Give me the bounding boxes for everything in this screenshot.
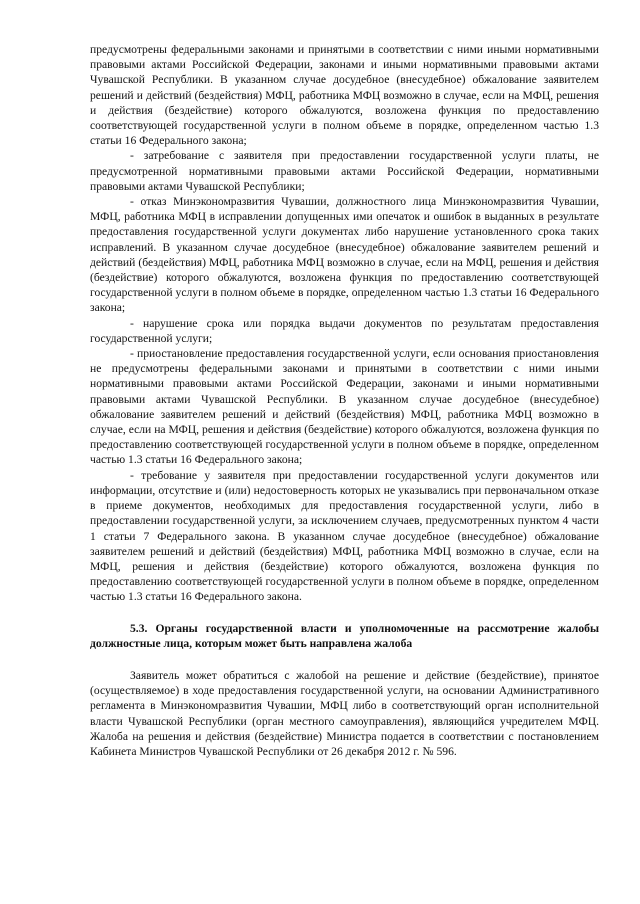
section-heading: 5.3. Органы государственной власти и уполномоченные на рассмотрение жалобы должностные лица, которым может быть направлена жалоба bbox=[90, 621, 599, 650]
list-item-fee-requirement: - затребование с заявителя при предоставлении государственной услуги платы, не предусмотренной нормативными правовыми актами Российской Федерации, нормативными правовыми актами Чувашской Республики; bbox=[90, 149, 599, 193]
section-paragraph: Заявитель может обратиться с жалобой на решение и действие (бездействие), принятое (осуществляемое) в ходе предоставления государственной услуги, на основании Административного регламента в Минэкономразвития Чувашии, МФЦ либо в соответствующий орган исполнительной власти Чувашской Республики (орган местного самоуправления), являющийся учредителем МФЦ. Жалоба на решения и действия (бездействие) Министра подается в соответствии с постановлением Кабинета Министров Чувашской Республики от 26 декабря 2012 г. № 596. bbox=[90, 668, 599, 758]
list-item-delivery-violation: - нарушение срока или порядка выдачи документов по результатам предоставления государственной услуги; bbox=[90, 316, 599, 345]
list-item-document-requirement: - требование у заявителя при предоставлении государственной услуги документов или информации, отсутствие и (или) недостоверность которых не указывались при первоначальном отказе в приеме документов, необходимых для предоставления государственной услуги, либо в предоставлении государственной услуги, за исключением случаев, предусмотренных пунктом 4 части 1 статьи 7 Федерального закона. В указанном случае досудебное (внесудебное) обжалование заявителем решений и действий (бездействия) МФЦ, работника МФЦ возможно в случае, если на МФЦ, решения и действия (бездействие) которого обжалуются, возложена функция по предоставлению соответствующей государственной услуги в полном объеме в порядке, определенном частью 1.3 статьи 16 Федерального закона. bbox=[90, 468, 599, 604]
paragraph-continuation: предусмотрены федеральными законами и принятыми в соответствии с ними иными нормативными правовыми актами Российской Федерации, законами и иными нормативными правовыми актами Чувашской Республики. В указанном случае досудебное (внесудебное) обжалование заявителем решений и действий (бездействия) МФЦ, работника МФЦ возможно в случае, если на МФЦ, решения и действия (бездействие) которого обжалуются, возложена функция по предоставлению соответствующей государственной услуги в полном объеме в порядке, определенном частью 1.3 статьи 16 Федерального закона; bbox=[90, 43, 599, 148]
list-item-correction-refusal: - отказ Минэкономразвития Чувашии, должностного лица Минэкономразвития Чувашии, МФЦ, работника МФЦ в исправлении допущенных ими опечаток и ошибок в выданных в результате предоставления государственной услуги документах либо нарушение установленного срока таких исправлений. В указанном случае досудебное (внесудебное) обжалование заявителем решений и действий (бездействия) МФЦ, работника МФЦ возможно в случае, если на МФЦ, решения и действия (бездействие) которого обжалуются, возложена функция по предоставлению соответствующей государственной услуги в полном объеме в порядке, определенном частью 1.3 статьи 16 Федерального закона; bbox=[90, 195, 599, 315]
list-item-suspension: - приостановление предоставления государственной услуги, если основания приостановления не предусмотрены федеральными законами и принятыми в соответствии с ними иными нормативными правовыми актами Российской Федерации, законами и иными нормативными правовыми актами Чувашской Республики. В указанном случае досудебное (внесудебное) обжалование заявителем решений и действий (бездействия) МФЦ, работника МФЦ возможно в случае, если на МФЦ, решения и действия (бездействие) которого обжалуются, возложена функция по предоставлению соответствующей государственной услуги в полном объеме в порядке, определенном частью 1.3 статьи 16 Федерального закона; bbox=[90, 347, 599, 467]
